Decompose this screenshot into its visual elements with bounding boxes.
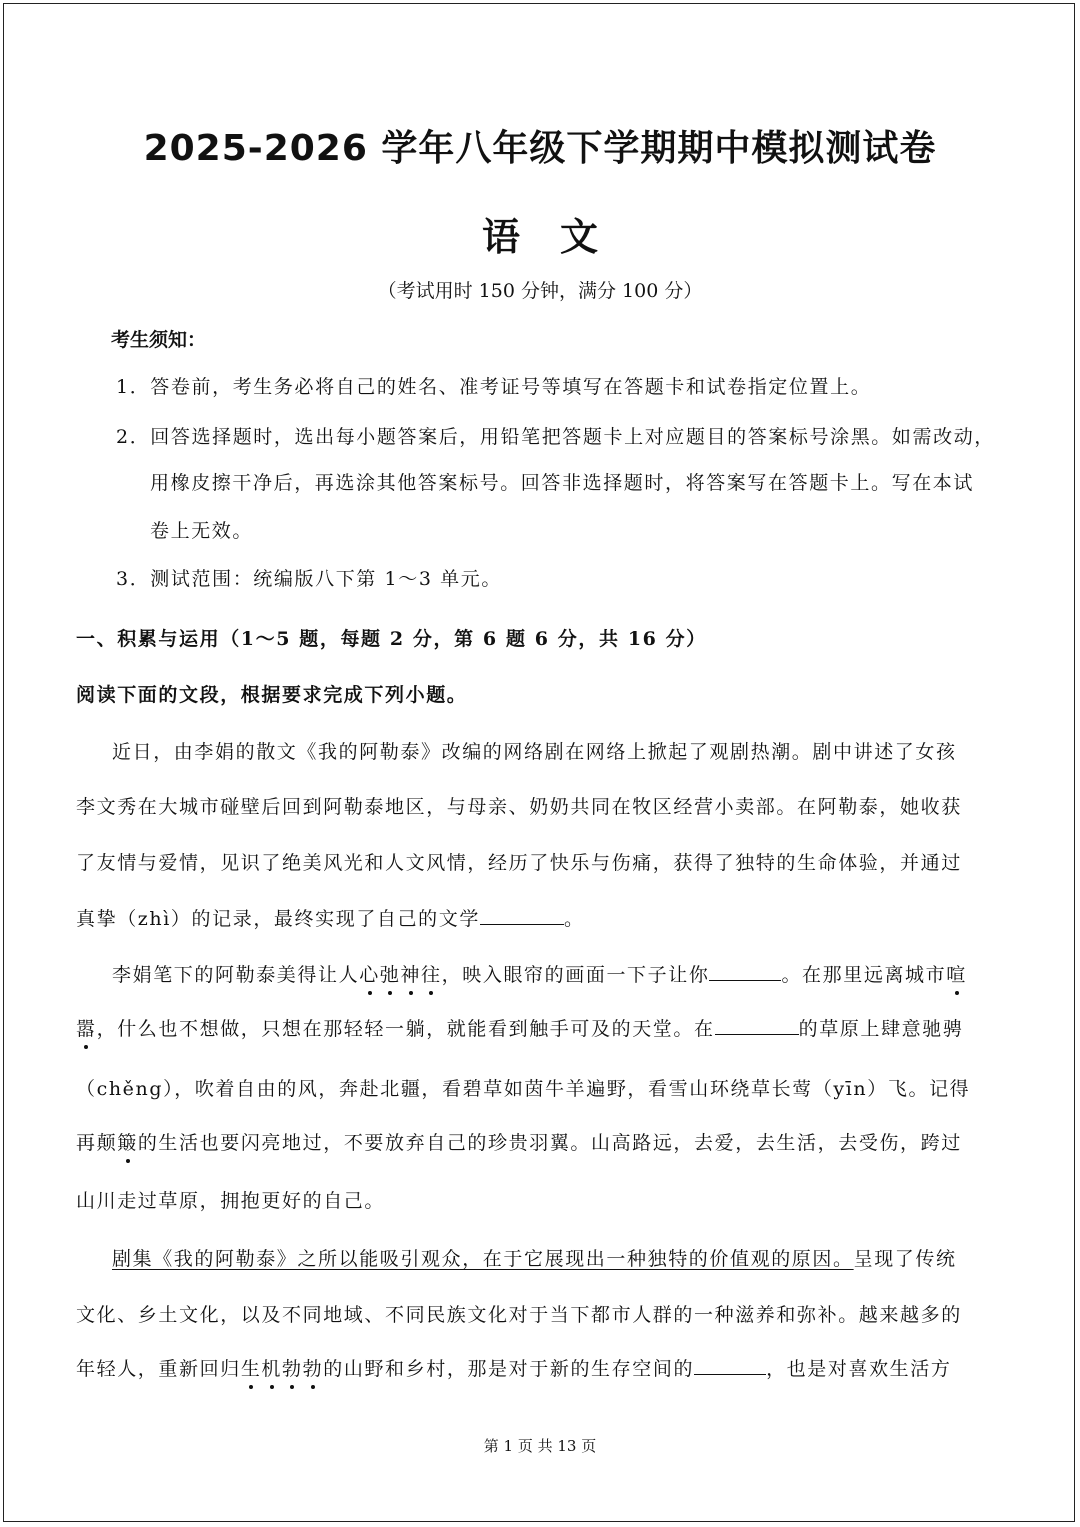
dotted-word	[241, 1358, 323, 1380]
emphasis-char: 喧	[946, 964, 967, 986]
passage-p2-line-1	[112, 960, 967, 987]
notice-item-2-line-1: 2．回答选择题时，选出每小题答案后，用铅笔把答题卡上对应题目的答案标号涂黑。如需改动，	[116, 426, 995, 448]
emphasis-char: 勃	[302, 1358, 324, 1380]
emphasis-char: 心	[359, 964, 380, 986]
passage-text: 。	[563, 908, 585, 930]
notice-item-2-line-2: 用橡皮擦干净后，再选涂其他答案标号。回答非选择题时，将答案写在答题卡上。写在本试	[150, 472, 975, 494]
answer-blank	[709, 979, 781, 981]
passage-p2-line-2	[76, 1014, 963, 1041]
passage-text: 呈现了传统	[853, 1248, 957, 1270]
dotted-word	[946, 964, 967, 986]
page-number: 第 1 页 共 13 页	[483, 1437, 597, 1455]
dotted-word	[117, 1132, 138, 1154]
passage-p2-line-5: 山川走过草原，拥抱更好的自己。	[76, 1190, 386, 1212]
section-instruction: 阅读下面的文段，根据要求完成下列小题。	[76, 684, 468, 706]
section-heading: 一、积累与运用（1～5 题，每题 2 分，第 6 题 6 分，共 16 分）	[76, 628, 707, 650]
emphasis-char: 嚣	[76, 1018, 97, 1040]
passage-text: ，映入眼帘的画面一下子让你	[441, 964, 710, 986]
passage-text: 李娟笔下的阿勒泰美得让人	[112, 964, 360, 986]
passage-p3-line-3	[76, 1354, 951, 1381]
passage-text: ，也是对喜欢生活方	[766, 1358, 952, 1380]
underlined-sentence: 剧集《我的阿勒泰》之所以能吸引观众，在于它展现出一种独特的价值观的原因。	[112, 1248, 854, 1270]
passage-text: 的草原上肆意驰骋	[798, 1018, 964, 1040]
emphasis-char: 生	[240, 1358, 262, 1380]
dotted-word	[359, 964, 441, 986]
subject-title: 语文	[481, 215, 638, 259]
emphasis-char: 往	[421, 964, 442, 986]
passage-text: 真挚（zhì）的记录，最终实现了自己的文学	[76, 908, 480, 930]
passage-text: 的山野和乡村，那是对于新的生存空间的	[323, 1358, 695, 1380]
emphasis-char: 勃	[282, 1358, 303, 1380]
passage-p3-line-2: 文化、乡土文化，以及不同地域、不同民族文化对于当下都市人群的一种滋养和弥补。越来越多的	[76, 1304, 962, 1326]
passage-text: 再颠	[76, 1132, 118, 1154]
notice-item-3: 3．测试范围：统编版八下第 1～3 单元。	[116, 568, 502, 590]
dotted-word	[76, 1018, 97, 1040]
passage-p1-line-3: 了友情与爱情，见识了绝美风光和人文风情，经历了快乐与伤痛，获得了独特的生命体验，并通过	[76, 852, 962, 874]
passage-p2-line-3: （chěng），吹着自由的风，奔赴北疆，看碧草如茵牛羊遍野，看雪山环绕草长莺（yīn）飞。记得	[76, 1078, 971, 1100]
passage-text: 。在那里远离城市	[781, 964, 947, 986]
emphasis-char: 弛	[379, 964, 401, 986]
answer-blank	[715, 1033, 799, 1035]
notice-item-2-line-3: 卷上无效。	[150, 520, 254, 542]
passage-p3-line-1	[112, 1244, 957, 1271]
passage-p1-line-4	[76, 904, 585, 931]
emphasis-char: 神	[400, 964, 422, 986]
exam-title: 2025-2026 学年八年级下学期期中模拟测试卷	[143, 128, 937, 169]
passage-p1-line-2: 李文秀在大城市碰壁后回到阿勒泰地区，与母亲、奶奶共同在牧区经营小卖部。在阿勒泰，她收获	[76, 796, 962, 818]
passage-text: 的生活也要闪亮地过，不要放弃自己的珍贵羽翼。山高路远，去爱，去生活，去受伤，跨过	[137, 1132, 962, 1154]
emphasis-char: 簸	[117, 1132, 138, 1154]
exam-info: （考试用时 150 分钟，满分 100 分）	[377, 280, 703, 302]
answer-blank	[694, 1373, 766, 1375]
notice-item-1: 1．答卷前，考生务必将自己的姓名、准考证号等填写在答题卡和试卷指定位置上。	[116, 376, 872, 398]
passage-p1-line-1: 近日，由李娟的散文《我的阿勒泰》改编的网络剧在网络上掀起了观剧热潮。剧中讲述了女孩	[112, 741, 957, 763]
answer-blank	[480, 923, 564, 925]
passage-text: 年轻人，重新回归	[76, 1358, 241, 1380]
emphasis-char: 机	[261, 1358, 283, 1380]
passage-p2-line-4	[76, 1128, 962, 1155]
notice-heading: 考生须知：	[111, 329, 207, 351]
passage-text: ，什么也不想做，只想在那轻轻一躺，就能看到触手可及的天堂。在	[96, 1018, 715, 1040]
